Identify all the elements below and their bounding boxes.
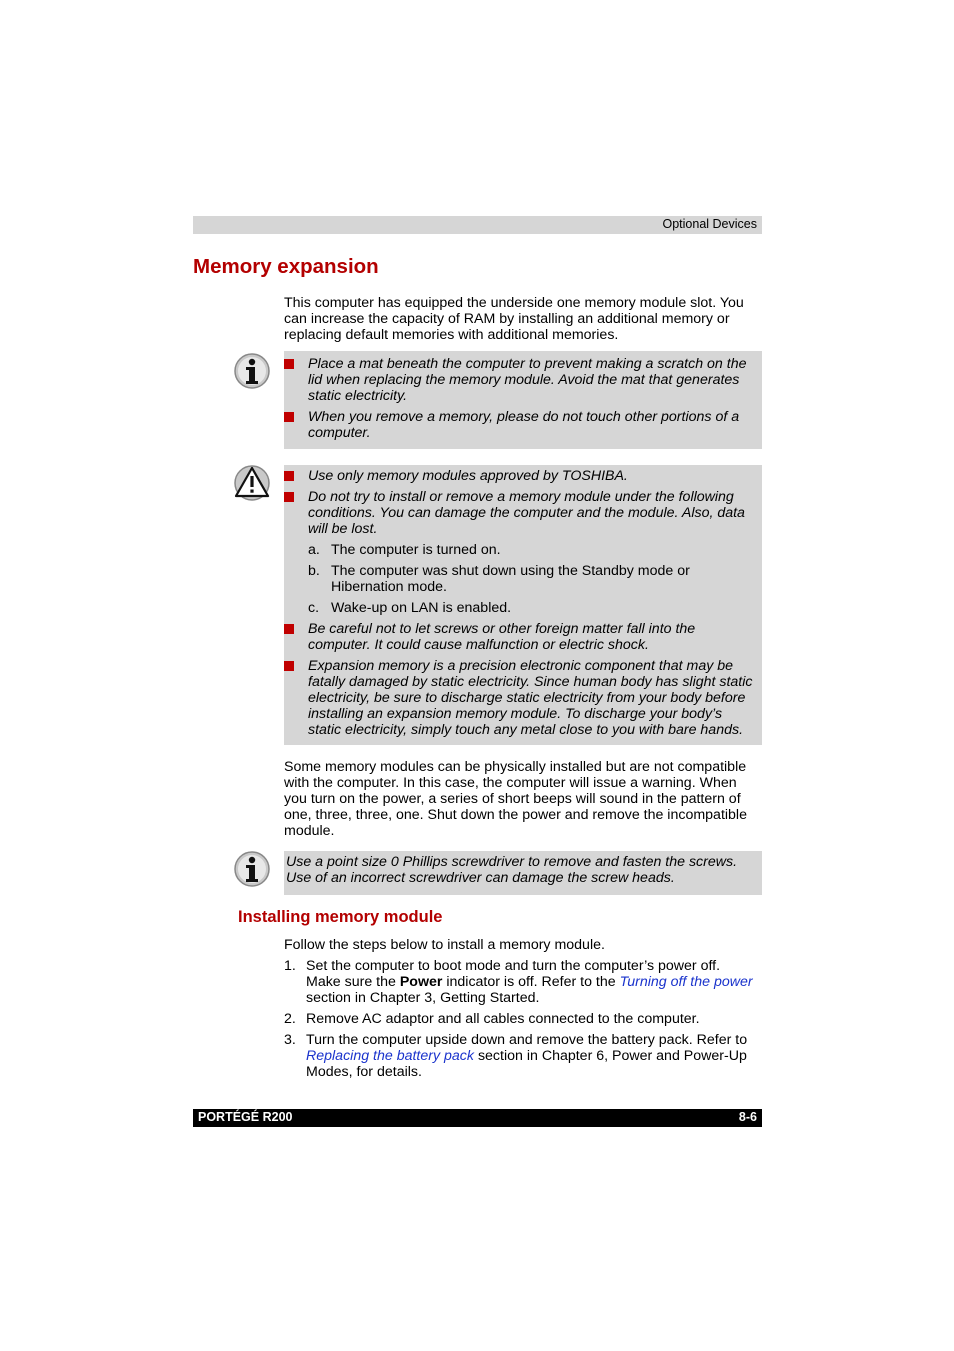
page-title: Memory expansion bbox=[193, 255, 379, 278]
bullet-square-icon bbox=[284, 624, 294, 634]
follow-text: Follow the steps below to install a memory module. bbox=[284, 937, 605, 953]
running-footer bbox=[193, 1109, 762, 1127]
link-turning-off-the-power[interactable]: Turning off the power bbox=[619, 974, 753, 990]
bullet-square-icon bbox=[284, 471, 294, 481]
info-icon bbox=[233, 850, 271, 888]
info-icon bbox=[233, 352, 271, 390]
bullet-square-icon bbox=[284, 661, 294, 671]
intro-paragraph: This computer has equipped the underside one memory module slot. You can increase the capacity of RAM by installing an additional memory or replacing default memories with additional memories. bbox=[284, 295, 744, 343]
screwdriver-note-box: Use a point size 0 Phillips screwdriver to remove and fasten the screws. Use of an incorrect screwdriver can damage the screw heads. bbox=[284, 851, 762, 895]
section-subtitle: Installing memory module bbox=[238, 908, 443, 926]
note-box: Place a mat beneath the computer to prevent making a scratch on the lid when replacing the memory module. Avoid the mat that generates static electricity. When you remove a memory, please do not touch other portions of a computer. bbox=[284, 351, 762, 449]
footer-product: PORTÉGÉ R200 bbox=[198, 1110, 293, 1124]
bullet-square-icon bbox=[284, 412, 294, 422]
footer-page-number: 8-6 bbox=[738, 1110, 757, 1124]
bullet-square-icon bbox=[284, 359, 294, 369]
bullet-square-icon bbox=[284, 492, 294, 502]
warning-icon bbox=[233, 464, 271, 502]
caution-box: Use only memory modules approved by TOSHIBA. Do not try to install or remove a memory module under the following conditions. You can damage the computer and the module. Also, data will be lost. a. The computer is turned on. b. The computer was shut down using the Standby mode or Hibernation mode. c. Wake-up on LAN is enabled. Be careful not to let screws or other foreign matter fall into the computer. It could cause malfunction or electric shock. Expansion memory is a precision electronic component that may be fatally damaged by static electricity. Since human body has slight static electricity, be sure to discharge static electricity from your body before installing an expansion memory module. To discharge your body’s static electricity, simply touch any metal close to you with bare hands. bbox=[284, 465, 762, 745]
running-header bbox=[193, 216, 762, 234]
link-replacing-the-battery-pack[interactable]: Replacing the battery pack bbox=[306, 1048, 474, 1064]
compatibility-paragraph: Some memory modules can be physically installed but are not compatible with the computer. In this case, the computer will issue a warning. When you turn on the power, a series of short beeps will sound in the pattern of one, three, three, one. Shut down the power and remove the incompatible module. bbox=[284, 759, 747, 839]
header-section: Optional Devices bbox=[662, 217, 757, 231]
